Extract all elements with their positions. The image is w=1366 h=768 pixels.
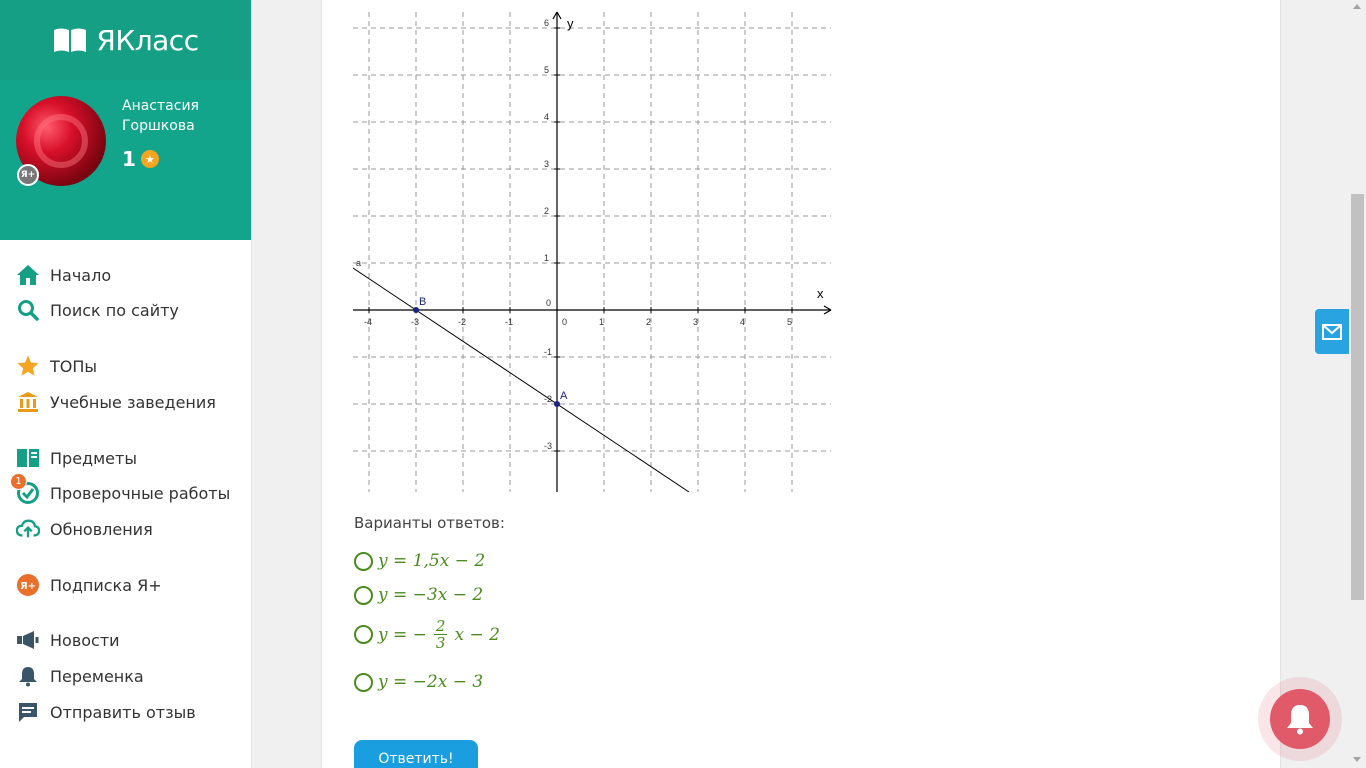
fraction-numerator: 2 xyxy=(435,617,446,635)
x-axis-label: x xyxy=(817,286,824,301)
nav-item-updates[interactable] xyxy=(16,517,153,541)
svg-text:Я+: Я+ xyxy=(19,581,37,592)
ya-plus-badge: Я+ xyxy=(17,164,39,186)
star-icon: ★ xyxy=(141,150,159,168)
ya-plus-icon xyxy=(16,573,40,597)
y-tick-label: 6 xyxy=(544,18,550,28)
nav-label-news: Новости xyxy=(50,630,120,650)
radio-button[interactable] xyxy=(354,586,373,605)
logout-label: Выйти xyxy=(143,285,191,300)
nav-item-home[interactable] xyxy=(16,263,111,287)
y-axis-label: y xyxy=(567,16,574,31)
y-tick-label: 2 xyxy=(544,206,550,216)
bell-icon xyxy=(1285,703,1315,735)
x-tick-label: 1 xyxy=(599,317,605,327)
nav-label-search: Поиск по сайту xyxy=(50,300,179,320)
cloud-upload-icon xyxy=(16,517,40,541)
nav-label-tops: ТОПы xyxy=(50,356,98,376)
x-tick-label: -2 xyxy=(458,317,467,327)
y-tick-label: 1 xyxy=(544,253,550,263)
tests-count-badge: 1 xyxy=(10,473,27,490)
scroll-down-arrow-icon[interactable] xyxy=(1353,757,1361,762)
user-circle-icon xyxy=(122,262,136,276)
home-icon xyxy=(16,263,40,287)
point-label: A xyxy=(560,390,568,402)
feedback-mail-tab[interactable] xyxy=(1315,309,1349,354)
user-points xyxy=(122,147,159,171)
point-label: B xyxy=(419,296,427,308)
line-label: a xyxy=(356,258,362,268)
line-a xyxy=(353,268,689,492)
x-tick-label: 0 xyxy=(562,317,568,327)
answer-text: y = 1,5x − 2 xyxy=(378,551,486,571)
megaphone-icon xyxy=(16,628,40,652)
nav-label-subscription: Подписка Я+ xyxy=(50,575,162,595)
nav-label-home: Начало xyxy=(50,265,112,285)
nav-label-tests: Проверочные работы xyxy=(50,483,231,503)
x-tick-label: 2 xyxy=(646,317,652,327)
radio-button[interactable] xyxy=(354,673,373,692)
envelope-icon xyxy=(1322,324,1342,340)
answers-label: Варианты ответов: xyxy=(354,514,505,532)
check-circle-icon xyxy=(15,476,40,505)
y-tick-label: 4 xyxy=(544,112,550,122)
y-tick-label: 3 xyxy=(544,159,550,169)
brand-name: ЯКласс xyxy=(96,23,199,57)
nav-label-feedback: Отправить отзыв xyxy=(50,702,196,722)
books-icon xyxy=(16,446,40,470)
y-tick-label: -2 xyxy=(544,394,553,404)
x-tick-label: -3 xyxy=(411,317,420,327)
nav-label-break: Переменка xyxy=(50,666,144,686)
answer-option-4[interactable] xyxy=(354,672,483,692)
nav-item-subjects[interactable] xyxy=(16,446,137,470)
origin-label: 0 xyxy=(546,298,552,308)
fraction-denominator: 3 xyxy=(435,634,446,652)
nav-item-break[interactable] xyxy=(16,664,144,688)
x-tick-label: -4 xyxy=(364,317,373,327)
answer-text: y = −3x − 2 xyxy=(378,585,484,605)
nav-item-subscription[interactable] xyxy=(16,573,162,597)
notifications-bell-button[interactable] xyxy=(1270,689,1330,749)
radio-button[interactable] xyxy=(354,552,373,571)
nav-label-schools: Учебные заведения xyxy=(50,392,216,412)
nav-label-subjects: Предметы xyxy=(50,448,137,468)
comment-icon xyxy=(16,700,40,724)
sidebar xyxy=(0,0,252,768)
my-profile-label: Мой профиль xyxy=(143,261,246,276)
answer-text: y = −2x − 3 xyxy=(378,672,484,692)
logo[interactable] xyxy=(0,0,251,80)
bell-icon xyxy=(16,664,40,688)
answer-option-3[interactable] xyxy=(354,618,500,651)
nav-label-updates: Обновления xyxy=(50,519,153,539)
x-tick-label: 3 xyxy=(693,317,699,327)
nav-item-schools[interactable] xyxy=(16,390,216,414)
nav-item-feedback[interactable] xyxy=(16,700,196,724)
x-tick-label: -1 xyxy=(505,317,514,327)
submit-answer-button[interactable]: Ответить! xyxy=(354,740,478,768)
coordinate-graph xyxy=(353,8,835,492)
points-value: 1 xyxy=(122,147,136,171)
search-icon xyxy=(16,298,40,322)
fraction xyxy=(434,618,448,651)
scrollbar-thumb[interactable] xyxy=(1351,194,1364,600)
radio-button[interactable] xyxy=(354,625,373,644)
y-tick-label: -1 xyxy=(544,347,553,357)
x-tick-label: 5 xyxy=(787,317,793,327)
y-tick-label: -3 xyxy=(544,441,553,451)
answer-text-suffix: x − 2 xyxy=(454,624,500,645)
answer-option-1[interactable] xyxy=(354,551,485,571)
my-profile-link[interactable] xyxy=(122,261,245,276)
x-tick-label: 4 xyxy=(740,317,746,327)
scroll-up-arrow-icon[interactable] xyxy=(1353,4,1361,9)
nav-item-news[interactable] xyxy=(16,628,120,652)
nav-item-tops[interactable] xyxy=(16,354,97,378)
nav-item-search[interactable] xyxy=(16,298,179,322)
answer-option-2[interactable] xyxy=(354,585,483,605)
institution-icon xyxy=(16,390,40,414)
answer-text-prefix: y = − xyxy=(378,624,427,645)
nav-item-tests[interactable] xyxy=(15,476,231,505)
user-name: Анастасия Горшкова xyxy=(122,98,199,134)
book-logo-icon xyxy=(52,27,88,53)
y-tick-label: 5 xyxy=(544,65,550,75)
star-icon xyxy=(16,354,40,378)
